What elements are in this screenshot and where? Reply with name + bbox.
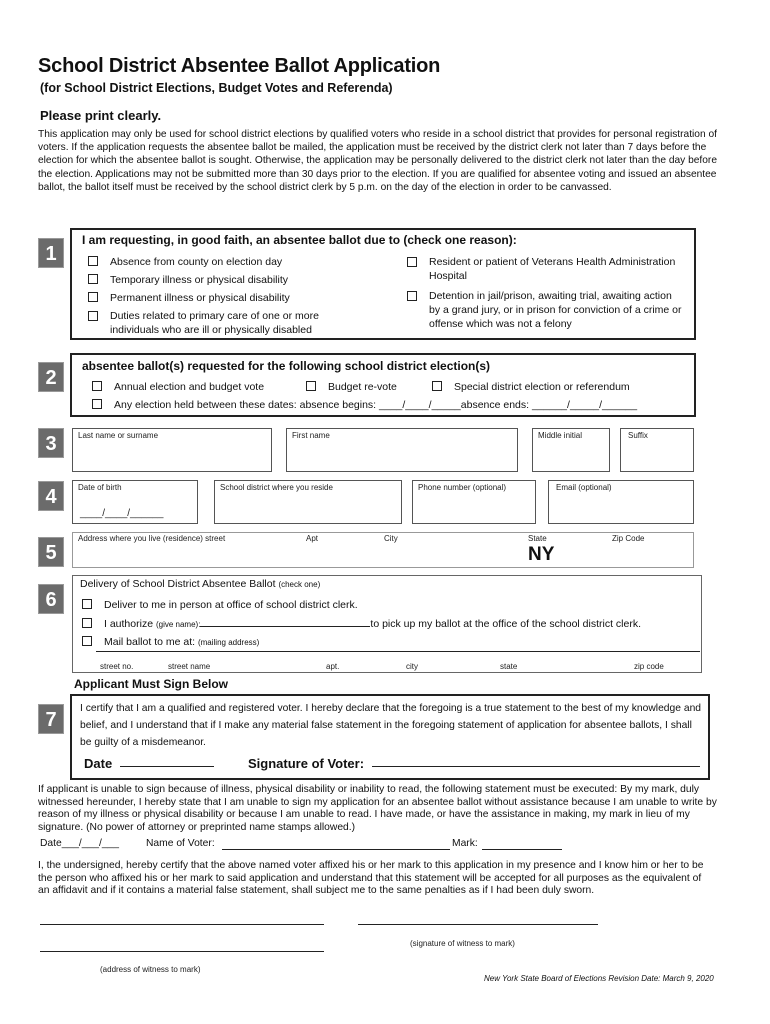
- first-name-label: First name: [292, 431, 330, 440]
- phone-label: Phone number (optional): [418, 483, 507, 492]
- checkbox[interactable]: [88, 274, 98, 284]
- email-label: Email (optional): [556, 483, 612, 492]
- witness-statement: I, the undersigned, hereby certify that the above named voter affixed his or her mark to this application in my presence and I know him or her to be the person who affixed his or her mark to said application and understand that this statement will be accepted for all purposes as the equivalent of an affidavit and if it contains a material false statement, shall subject me to the same penalties as if I had been duly sworn.: [38, 860, 704, 897]
- reason-temporary-illness[interactable]: Temporary illness or physical disability: [88, 273, 288, 287]
- checkbox[interactable]: [92, 399, 102, 409]
- mark-name-label: Name of Voter:: [146, 838, 215, 849]
- checkbox[interactable]: [407, 257, 417, 267]
- section-number-1: 1: [38, 238, 64, 268]
- date-label: Date: [84, 756, 113, 771]
- state-label: State: [528, 534, 547, 543]
- election-date-range[interactable]: Any election held between these dates: absence begins: ____/____/_____absence ends: ______/_____/______: [92, 398, 637, 412]
- addr-zip: zip code: [634, 662, 664, 671]
- dob-label: Date of birth: [78, 483, 122, 492]
- checkbox[interactable]: [82, 636, 92, 646]
- section-2-heading: absentee ballot(s) requested for the following school district election(s): [82, 359, 491, 373]
- witness-address-line[interactable]: [40, 951, 324, 952]
- apt-label: Apt: [306, 534, 319, 543]
- addr-apt: apt.: [326, 662, 340, 671]
- section-1-heading: I am requesting, in good faith, an absentee ballot due to (check one reason):: [82, 233, 517, 247]
- checkbox[interactable]: [88, 256, 98, 266]
- witness-signature-line[interactable]: [40, 924, 324, 925]
- reason-permanent-illness[interactable]: Permanent illness or physical disability: [88, 291, 290, 305]
- certify-statement: I certify that I am a qualified and registered voter. I hereby declare that the foregoing is a true statement to the best of my knowledge and belief, and I understand that if I make any material false statement in the foregoing statement of application for absentee ballots, I shall be guilty of a misdemeanor.: [80, 703, 702, 748]
- witness-signature-line-right[interactable]: [358, 924, 598, 925]
- sign-heading: Applicant Must Sign Below: [74, 677, 229, 691]
- form-subtitle: (for School District Elections, Budget Votes and Referenda): [40, 81, 393, 95]
- addr-street-name: street name: [168, 662, 211, 671]
- witness-address-label: (address of witness to mark): [100, 965, 201, 974]
- section-number-2: 2: [38, 362, 64, 392]
- zip-label: Zip Code: [612, 534, 645, 543]
- addr-city: city: [406, 662, 418, 671]
- witness-signature-label: (signature of witness to mark): [410, 939, 515, 948]
- delivery-in-person[interactable]: Deliver to me in person at office of school district clerk.: [82, 598, 358, 612]
- delivery-heading: Delivery of School District Absentee Ballot (check one): [80, 578, 321, 590]
- mark-date[interactable]: Date___/___/___: [40, 838, 120, 849]
- mark-name-line[interactable]: [222, 849, 450, 850]
- reason-veterans-hospital[interactable]: Resident or patient of Veterans Health Administration Hospital: [407, 255, 682, 283]
- date-line[interactable]: [120, 766, 214, 767]
- checkbox[interactable]: [88, 292, 98, 302]
- section-number-3: 3: [38, 428, 64, 458]
- signature-line[interactable]: [372, 766, 700, 767]
- addr-state: state: [500, 662, 518, 671]
- suffix-label: Suffix: [628, 431, 648, 440]
- election-budget-revote[interactable]: Budget re-vote: [306, 380, 397, 394]
- section-number-7: 7: [38, 704, 64, 734]
- intro-paragraph: This application may only be used for school district elections by qualified voters who reside in a school district that provides for personal registration of voters. If the application requests the absentee ballot be mailed, the application must be received by the district clerk not later than 7 days before the election for which the absentee ballot is sought. Otherwise, the application may be personally delivered to the district clerk not later than the day before the election. Applications may not be submitted more than 30 days prior to the election. If you are qualified for absentee voting and issued an absentee ballot, the ballot itself must be received by the school district clerk by 5 p.m. on the day of the election in order to be canvassed.: [38, 129, 717, 193]
- reason-primary-care[interactable]: Duties related to primary care of one or more individuals who are ill or physically disabled: [88, 309, 368, 337]
- section-number-4: 4: [38, 481, 64, 511]
- delivery-mail[interactable]: Mail ballot to me at: (mailing address): [82, 635, 259, 650]
- checkbox[interactable]: [88, 311, 98, 321]
- revision-date: New York State Board of Elections Revision Date: March 9, 2020: [484, 974, 714, 983]
- checkbox[interactable]: [432, 381, 442, 391]
- reason-absence[interactable]: Absence from county on election day: [88, 255, 282, 269]
- dob-blank: ____/____/______: [80, 508, 164, 519]
- state-value: NY: [528, 544, 555, 565]
- election-annual[interactable]: Annual election and budget vote: [92, 380, 264, 394]
- election-special[interactable]: Special district election or referendum: [432, 380, 630, 394]
- middle-initial-label: Middle initial: [538, 431, 583, 440]
- section-number-6: 6: [38, 584, 64, 614]
- authorized-name-line[interactable]: [200, 626, 370, 627]
- checkbox[interactable]: [82, 618, 92, 628]
- form-title: School District Absentee Ballot Application: [38, 55, 441, 77]
- school-district-label: School district where you reside: [220, 483, 333, 492]
- delivery-authorize[interactable]: I authorize (give name): to pick up my ballot at the office of the school district clerk.: [82, 617, 641, 632]
- checkbox[interactable]: [92, 381, 102, 391]
- city-label: City: [384, 534, 398, 543]
- section-number-5: 5: [38, 537, 64, 567]
- last-name-label: Last name or surname: [78, 431, 159, 440]
- mark-label: Mark:: [452, 838, 478, 849]
- checkbox[interactable]: [82, 599, 92, 609]
- print-note: Please print clearly.: [40, 108, 162, 123]
- reason-detention[interactable]: Detention in jail/prison, awaiting trial, awaiting action by a grand jury, or in prison for conviction of a crime or offense which was not a felony: [407, 289, 682, 331]
- unable-to-sign-statement: If applicant is unable to sign because of illness, physical disability or inability to read, the following statement must be executed: By my mark, duly witnessed hereunder, I hereby state that I am unable to sign my application for an absentee ballot without assistance because I am unable to write by reason of my illness or physical disability or because I am unable to read. I have made, or have the assistance in making, my mark in lieu of my signature. (No power of attorney or preprinted name stamps allowed.): [38, 784, 717, 833]
- signature-label: Signature of Voter:: [248, 756, 365, 771]
- checkbox[interactable]: [407, 291, 417, 301]
- checkbox[interactable]: [306, 381, 316, 391]
- address-label: Address where you live (residence) street: [78, 534, 226, 543]
- addr-street-no: street no.: [100, 662, 134, 671]
- mailing-address-line[interactable]: [96, 651, 700, 652]
- mark-line[interactable]: [482, 849, 562, 850]
